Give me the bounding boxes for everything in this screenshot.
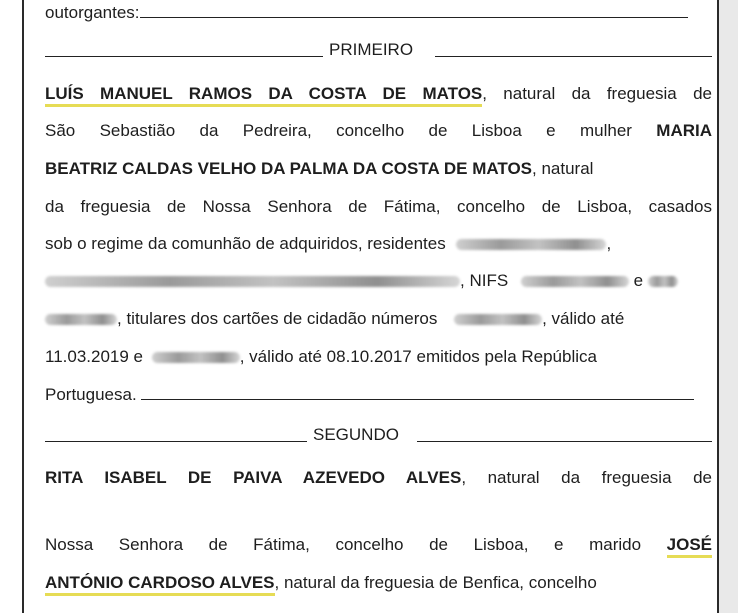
redacted-address [456,239,606,250]
fill-line-left [45,441,307,442]
fill-line [141,380,694,400]
fill-line-left [45,56,323,57]
redacted-nif-2-cont [45,314,117,325]
text-segment: , válido até [542,309,625,328]
spouse-name-start: MARIA [656,121,712,140]
heading-segundo: SEGUNDO [313,425,399,444]
p1-line6 [45,266,712,296]
text-segment: , NIFS [460,271,509,290]
text-segment: Nossa Senhora de Fátima, concelho de Lisboa, e marido [45,535,667,554]
p2-line2 [45,530,712,560]
right-margin-rule [717,0,719,613]
text-segment: Portuguesa. [45,385,137,404]
fill-line-right [435,56,712,57]
p1-line3 [45,154,712,184]
text-segment: e [633,271,644,290]
spouse2-name: ANTÓNIO CARDOSO ALVES [45,573,275,596]
text-segment: , natural [532,159,594,178]
text-segment: da freguesia de Nossa Senhora de Fátima, concelho de Lisboa, casados [45,197,712,216]
outorgantes-label: outorgantes: [45,3,140,22]
text-segment: , natural da freguesia de [482,84,712,103]
spouse-name: BEATRIZ CALDAS VELHO DA PALMA DA COSTA DE MATOS [45,159,533,178]
text-segment: , natural da freguesia de [461,468,712,487]
redacted-cc-1 [454,314,542,325]
p1-line2 [45,116,712,146]
text-segment: sob o regime da comunhão de adquiridos, residentes [45,234,446,253]
text-segment: , natural da freguesia de Benfica, concelho [274,573,597,592]
p2-line1 [45,463,712,493]
line-outorgantes [45,0,712,28]
fill-line [140,0,688,18]
text-segment: São Sebastião da Pedreira, concelho de Lisboa e mulher [45,121,657,140]
p2-line3 [45,568,712,598]
text-segment: 11.03.2019 e [45,347,143,366]
text-segment: , válido até 08.10.2017 emitidos pela República [239,347,597,366]
redacted-nif-2 [648,276,678,287]
text-segment: , titulares dos cartões de cidadão números [117,309,438,328]
p1-line7 [45,304,712,334]
spouse2-name-start: JOSÉ [667,535,712,558]
p1-line9 [45,380,712,410]
heading-primeiro: PRIMEIRO [329,40,414,59]
heading-segundo-row [45,420,712,450]
redacted-nif-1 [521,276,629,287]
redacted-address-cont [45,276,460,287]
heading-primeiro-row [45,35,712,65]
p1-line1 [45,79,712,109]
scan-edge-shadow [719,0,738,613]
fill-line-right [417,441,712,442]
party2-name: RITA ISABEL DE PAIVA AZEVEDO ALVES [45,468,462,487]
p1-line8 [45,342,712,372]
redacted-cc-2 [152,352,240,363]
p1-line4 [45,192,712,222]
party1-name: LUÍS MANUEL RAMOS DA COSTA DE MATOS [45,84,482,107]
left-margin-rule [22,0,24,613]
p1-line5: sob o regime da comunhão de adquiridos, residentes , [45,234,612,253]
